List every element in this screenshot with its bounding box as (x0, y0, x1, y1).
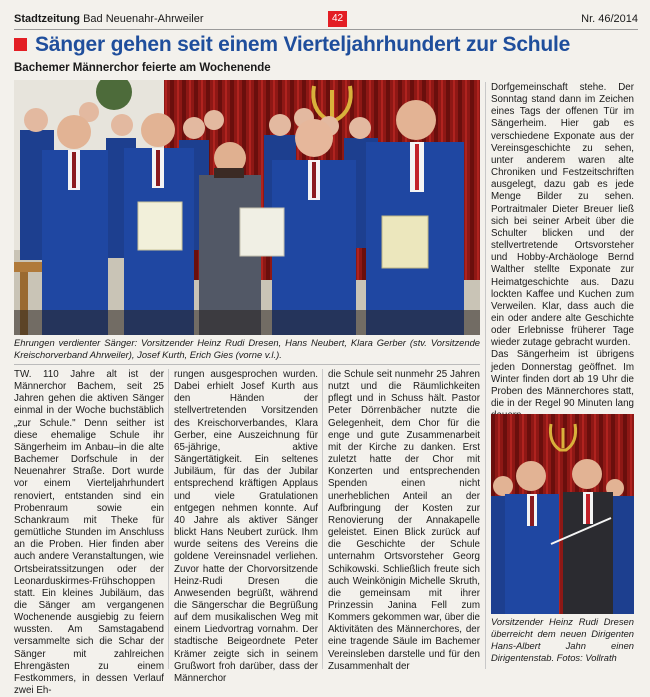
paper-title (14, 13, 204, 25)
column-text: Dorfgemeinschaft stehe. Der Sonntag stand dann im Zeichen eines Tags der offenen Tür im Sängerheim. Hier gab es verschiedene Exponate aus der Vereinsgeschichte zu sehen, unter anderem waren alte Chroniken und Festzeitschriften ausgelegt, dazu gab es jede Menge Bilder zu sehen. Portraitmaler Dieter Breuer ließ sich bei seiner Arbeit über die Schulter blicken und der stellvertretende Ortsvorsteher und Hobby-Archäologe Bernd Walther stellte Exponate zur Heimatgeschichte aus. Dazu lockten Kaffee und Kuchen zum Verweilen. Klar, dass auch die ein oder andere alte Geschichte oder Erlebnisse früherer Tage wieder zutage gebracht wurden. (491, 82, 634, 349)
photo-caption-2 (491, 616, 634, 664)
headline: Sänger gehen seit einem Vierteljahrhundert zur Schule (35, 33, 571, 56)
column-divider (168, 369, 169, 669)
article-column-3 (328, 369, 480, 673)
group-photo (14, 80, 480, 335)
paper-place: Bad Neuenahr-Ahrweiler (83, 13, 204, 25)
red-square-marker (14, 38, 27, 51)
conductor-photo (491, 414, 634, 614)
column-divider (322, 369, 323, 669)
article-column-1 (14, 369, 164, 697)
article-column-2 (174, 369, 318, 685)
photo-credit: Fotos: Vollrath (556, 652, 617, 663)
conductor-photo-image (491, 414, 634, 614)
issue-number: Nr. 46/2014 (581, 13, 638, 25)
caption-divider (14, 364, 480, 365)
column-text: Das Sängerheim ist übrigens jeden Donnerstag geöffnet. Im Winter finden dort ab 19 Uhr die Proben des Männerchores statt, die in der Regel 90 Minuten lang (491, 349, 634, 410)
column-text: die Schule seit nunmehr 25 Jahren nutzt und die Räumlichkeiten pflegt und in Schuss hält. Pastor Peter Dörrenbächer nutzte die Gelegenheit, dem Chor für die enge und gute Zusammenarbeit mit der Kirche zu danken. Erst zuletzt hatte der Chor mit Konzerten und entsprechenden Spenden einen nicht unerheblichen Anteil an der Aufbringung der Kosten zur Renovierung der Annakapelle geleistet. Einen Blick zurück auf die Geschichte der Schule unternahm Ortsvorsteher Georg Schikowski. Schließlich freute sich auch Weinkönigin Michelle Skruth, die gemeinsam mit ihrer Prinzessin Janina Fell zum Kommers gekommen war, über die Aktivitäten des Männerchores, der eine tragende Säule im Bachemer Vereinsleben darstelle und für den Zusammenhalt der (328, 369, 480, 672)
photo-caption-text: Vorsitzender Heinz Rudi Dresen überreicht dem neuen Dirigenten Hans-Albert Jahn einen Dirigentenstab. (491, 616, 634, 663)
group-photo-image (14, 80, 480, 335)
paper-name: Stadtzeitung (14, 13, 80, 25)
subheadline: Bachemer Männerchor feierte am Wochenende (14, 62, 271, 74)
photo-caption: Ehrungen verdienter Sänger: Vorsitzender Heinz Rudi Dresen, Hans Neubert, Klara Gerber (stv. Vorsitzende Kreischorverband Ahrweiler), Josef Kurth, Erich Gies (vorne v.l.). (14, 337, 480, 360)
page-number: 42 (328, 11, 347, 27)
column-text: rungen ausgesprochen wurden. Dabei erhielt Josef Kurth aus den Händen der stellvertretenden Vorsitzenden des Kreischorverbandes, Klara Gerber, eine Auszeichnung für 65-jährige, aktive Sängertätigkeit. Ein seltenes Jubiläum, für das der Jubilar entsprechend kräftigen Applaus und viele Gratulationen entgegen nehmen konnte. Auf 40 Jahre als aktiver Sänger blickt Hans Neubert zurück. Ihm wurde seitens des Vereins die goldene Vereinsnadel verliehen. Zuvor hatte der Chorvorsitzende Heinz-Rudi Dresen die Anwesenden begrüßt, während die Sängerschar die Begrüßung auf dem musikalischen Weg mit einem Liedvortrag vornahm. Der stadtische Beigeordnete Peter Krämer zeigte sich in seinem Grußwort froh darüber, dass der Männerchor (174, 369, 318, 684)
masthead (14, 11, 638, 30)
column-divider (485, 82, 486, 669)
article-column-4 (491, 82, 634, 422)
column-text: TW. 110 Jahre alt ist der Männerchor Bachem, seit 25 Jahren gehen die aktiven Sänger einmal in der Woche buchstäblich „zur Schule." Denn seither ist diese ehemalige Schule ihr Sängerheim im Anbau–in die alte Bachemer Dorfschule in der Neuenahrer Straße. Dort wurde vor einem Vierteljahrhundert renoviert, entstanden sind ein Probenraum sowie ein Schankraum mit Theke für gemütliche Stunden im Anschluss an die Proben. Hier finden aber auch andere Veranstaltungen, wie Ortsbeiratssitzungen oder der Leonarduskirmes-Frühschoppen statt. Ein kleines Jubiläum, das die Sänger am vergangenen Wochenende ausgiebig zu feiern wussten. Am Samstagabend versammelte sich die Schar der Sänger mit zahlreichen Ehrengästen zu einem Festkommers, in dessen Verlauf zwei Eh- (14, 369, 164, 697)
headline-block (14, 33, 638, 59)
